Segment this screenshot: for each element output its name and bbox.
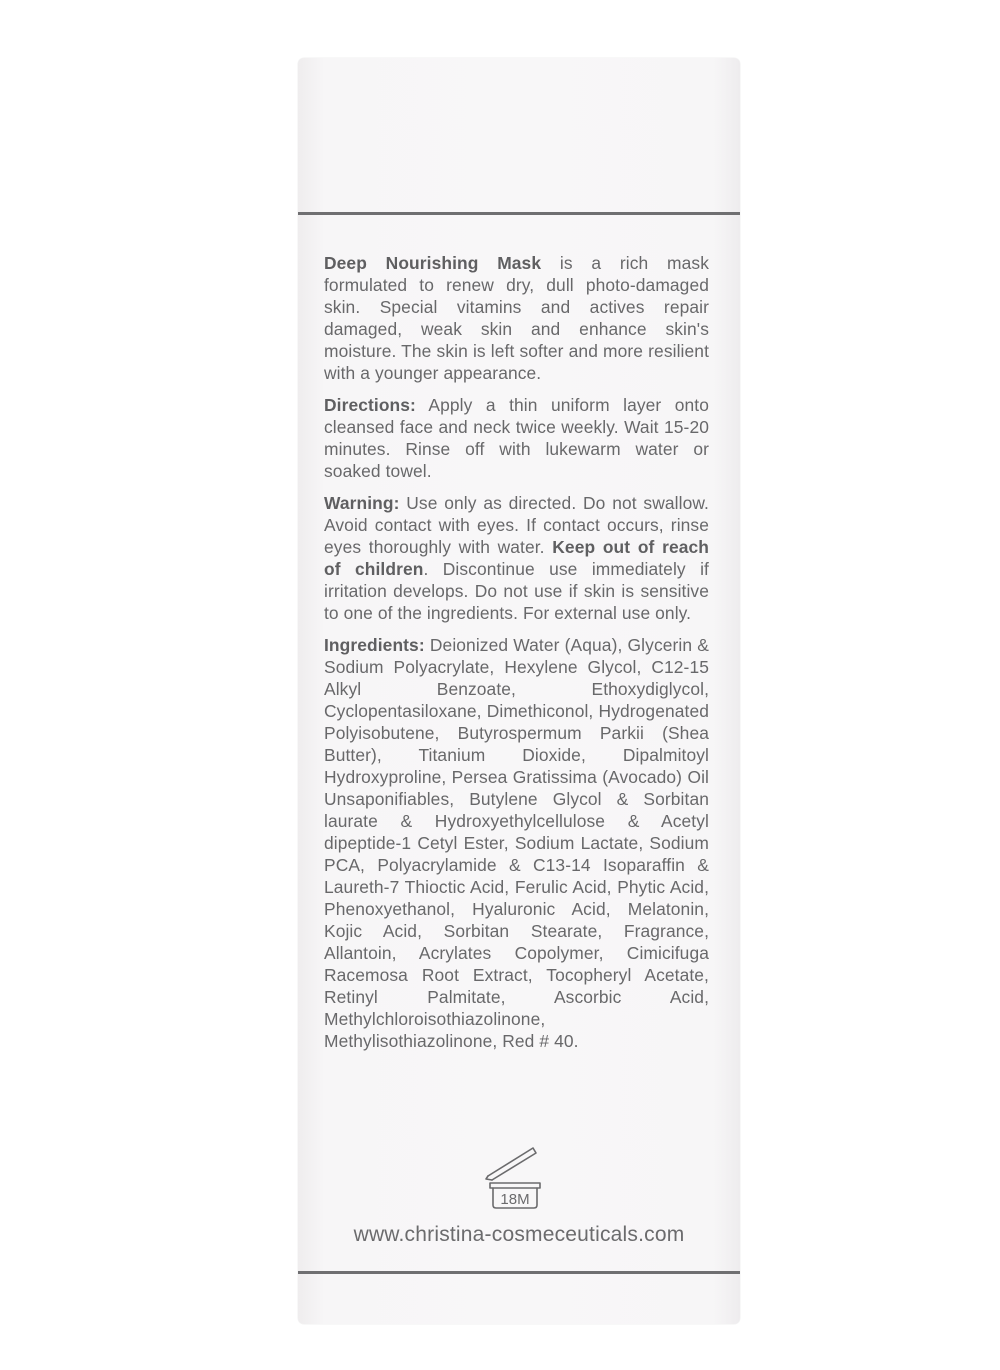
product-name: Deep Nourishing Mask — [324, 253, 542, 273]
product-box-back-panel — [298, 58, 740, 1324]
directions-text: Apply a thin uniform layer onto cleansed face and neck twice weekly. Wait 15-20 minutes. Rinse off with lukewarm water or soaked towel. — [324, 395, 709, 481]
ingredients-label: Ingredients: — [324, 635, 425, 655]
warning-label: Warning: — [324, 493, 400, 513]
ingredients-text: Deionized Water (Aqua), Glycerin & Sodium Polyacrylate, Hexylene Glycol, C12-15 Alkyl Benzoate, Ethoxydiglycol, Cyclopentasiloxane, Dimethiconol, Hydrogenated Polyisobutene, Butyrospermum Parkii (Shea Butter), Titanium Dioxide, Dipalmitoyl Hydroxyproline, Persea Gratissima (Avocado) Oil Unsaponifiables, Butylene Glycol & Sorbitan laurate & Hydroxyethylcellulose & Acetyl dipeptide-1 Cetyl Ester, Sodium Lactate, Sodium PCA, Polyacrylamide & C13-14 Isoparaffin & Laureth-7 Thioctic Acid, Ferulic Acid, Phytic Acid, Phenoxyethanol, Hyaluronic Acid, Melatonin, Kojic Acid, Sorbitan Stearate, Fragrance, Allantoin, Acrylates Copolymer, Cimicifuga Racemosa Root Extract, Tocopheryl Acetate, Retinyl Palmitate, Ascorbic Acid, Methylchloroisothiazolinone, Methylisothiazolinone, Red # 40. — [324, 635, 709, 1051]
label-text-block — [324, 252, 709, 1062]
website-url: www.christina-cosmeceuticals.com — [353, 1223, 685, 1246]
top-divider — [298, 212, 740, 215]
warning-paragraph — [324, 492, 709, 624]
description-paragraph — [324, 252, 709, 384]
description-text: is a rich mask formulated to renew dry, dull photo-damaged skin. Special vitamins and actives repair damaged, weak skin and enhance skin's moisture. The skin is left softer and more resilient with a younger appearance. — [324, 253, 709, 383]
bottom-divider — [298, 1271, 740, 1274]
warning-text-before: Use only as directed. Do not swallow. Avoid contact with eyes. If contact occurs, rinse eyes thoroughly with water. — [324, 493, 709, 557]
directions-paragraph — [324, 394, 709, 482]
pao-label: 18M — [500, 1191, 530, 1208]
directions-label: Directions: — [324, 395, 416, 415]
ingredients-paragraph — [324, 634, 709, 1052]
warning-text-after: . Discontinue use immediately if irritation develops. Do not use if skin is sensitive to one of the ingredients. For external use only. — [324, 559, 709, 623]
open-jar-icon — [484, 1142, 546, 1212]
warning-emphasis: Keep out of reach of children — [324, 537, 709, 579]
